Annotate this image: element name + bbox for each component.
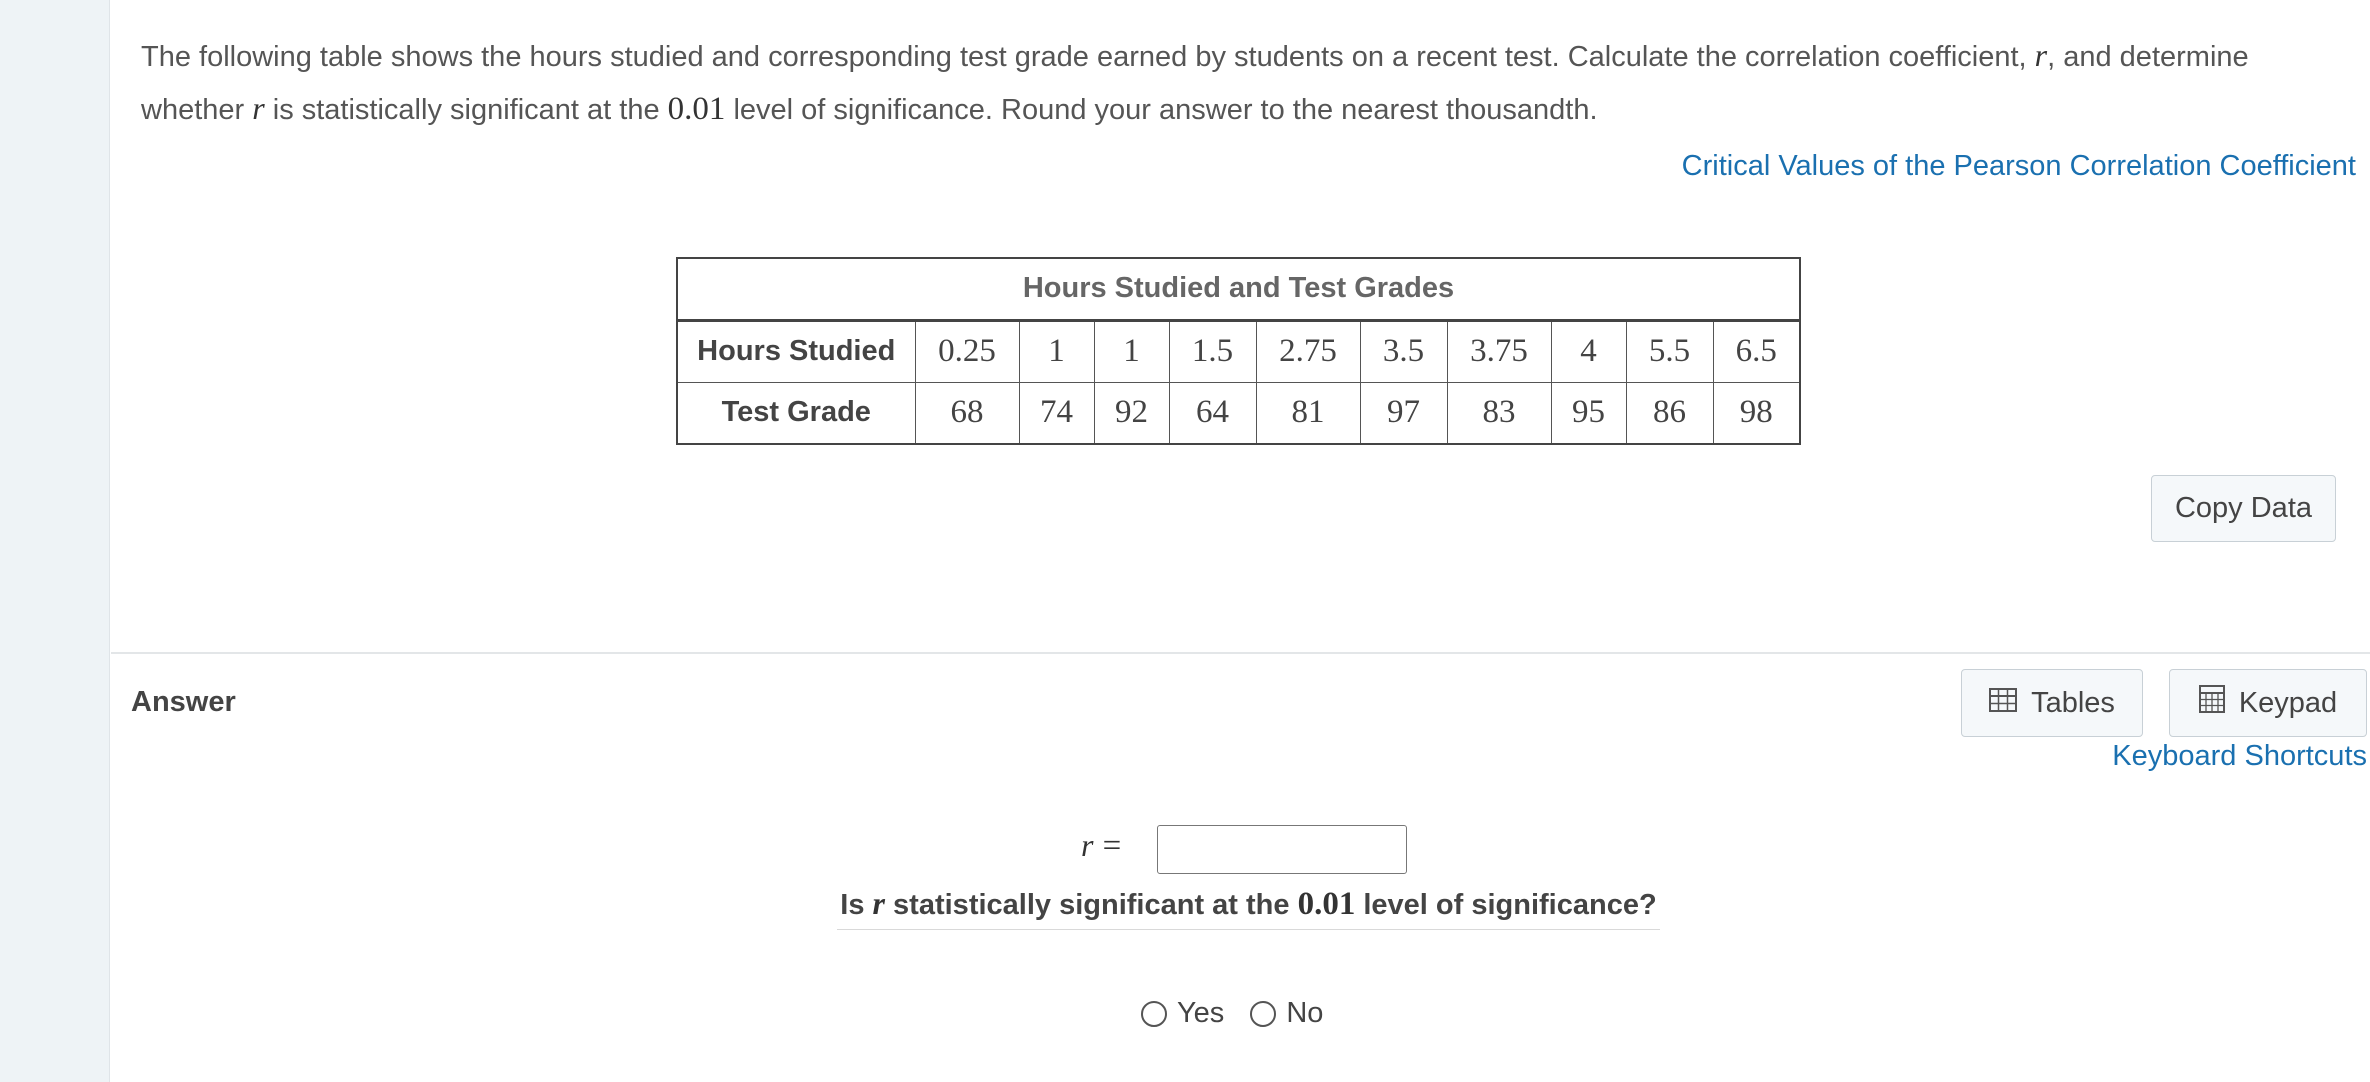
calculator-icon xyxy=(2199,685,2225,721)
table-cell: 86 xyxy=(1626,382,1713,444)
question-text-part: is statistically significant at the xyxy=(264,94,668,126)
variable-r: r xyxy=(2034,37,2048,73)
r-answer-input[interactable] xyxy=(1157,825,1407,874)
r-equation-label xyxy=(1081,826,1121,865)
critical-values-link[interactable]: Critical Values of the Pearson Correlation Coefficient xyxy=(1681,150,2356,182)
significance-question xyxy=(837,885,1660,930)
left-rail xyxy=(0,0,110,1082)
table-cell: 6.5 xyxy=(1713,320,1800,382)
table-caption: Hours Studied and Test Grades xyxy=(677,258,1800,320)
data-table xyxy=(676,257,1801,445)
question-text-part: Is xyxy=(840,889,873,921)
equals-sign: = xyxy=(1102,828,1122,864)
table-cell: 4 xyxy=(1551,320,1626,382)
copy-data-label: Copy Data xyxy=(2174,492,2312,524)
table-cell: 95 xyxy=(1551,382,1626,444)
table-cell: 92 xyxy=(1094,382,1169,444)
question-panel xyxy=(111,0,2370,1082)
keypad-button[interactable] xyxy=(2169,669,2367,737)
radio-button-yes[interactable] xyxy=(1141,1001,1167,1027)
table-cell: 3.5 xyxy=(1360,320,1447,382)
table-cell: 2.75 xyxy=(1256,320,1360,382)
table-cell: 98 xyxy=(1713,382,1800,444)
question-text-part: The following table shows the hours studied and corresponding test grade earned by students on a recent test. Calculate the correlation coefficient, xyxy=(141,41,2035,73)
radio-label-no: No xyxy=(1286,997,1324,1029)
table-cell: 83 xyxy=(1447,382,1551,444)
table-cell: 74 xyxy=(1019,382,1094,444)
variable-r: r xyxy=(872,885,885,921)
table-cell: 64 xyxy=(1169,382,1256,444)
significance-radio-group xyxy=(1141,997,1323,1030)
copy-data-button[interactable] xyxy=(2151,475,2336,542)
table-row-hours xyxy=(677,320,1800,382)
table-cell: 0.25 xyxy=(915,320,1019,382)
radio-label-yes: Yes xyxy=(1177,997,1225,1029)
section-divider xyxy=(111,652,2370,654)
question-text xyxy=(141,30,2341,136)
variable-r: r xyxy=(252,90,265,126)
answer-heading: Answer xyxy=(131,686,236,718)
question-text-part: level of significance? xyxy=(1355,889,1657,921)
radio-no[interactable] xyxy=(1250,997,1323,1030)
table-cell: 3.75 xyxy=(1447,320,1551,382)
row-header-hours: Hours Studied xyxy=(677,320,915,382)
significance-level: 0.01 xyxy=(1297,886,1356,922)
keyboard-shortcuts-link[interactable]: Keyboard Shortcuts xyxy=(2112,740,2367,772)
table-cell: 1 xyxy=(1019,320,1094,382)
table-cell: 1 xyxy=(1094,320,1169,382)
table-caption-row xyxy=(677,258,1800,320)
keypad-label: Keypad xyxy=(2238,686,2338,719)
table-grid-icon xyxy=(1989,687,2017,720)
row-header-grades: Test Grade xyxy=(677,382,915,444)
radio-button-no[interactable] xyxy=(1250,1001,1276,1027)
variable-r: r xyxy=(1081,827,1094,863)
tables-label: Tables xyxy=(2031,686,2115,719)
tables-button[interactable] xyxy=(1961,669,2143,737)
table-cell: 5.5 xyxy=(1626,320,1713,382)
question-text-part: , and determine whether xyxy=(141,41,2249,126)
table-cell: 97 xyxy=(1360,382,1447,444)
radio-yes[interactable] xyxy=(1141,997,1224,1030)
significance-level: 0.01 xyxy=(667,91,726,127)
table-cell: 1.5 xyxy=(1169,320,1256,382)
table-row-grades xyxy=(677,382,1800,444)
question-text-part: level of significance. Round your answer to the nearest thousandth. xyxy=(725,94,1598,126)
table-cell: 81 xyxy=(1256,382,1360,444)
table-cell: 68 xyxy=(915,382,1019,444)
question-text-part: statistically significant at the xyxy=(885,889,1298,921)
